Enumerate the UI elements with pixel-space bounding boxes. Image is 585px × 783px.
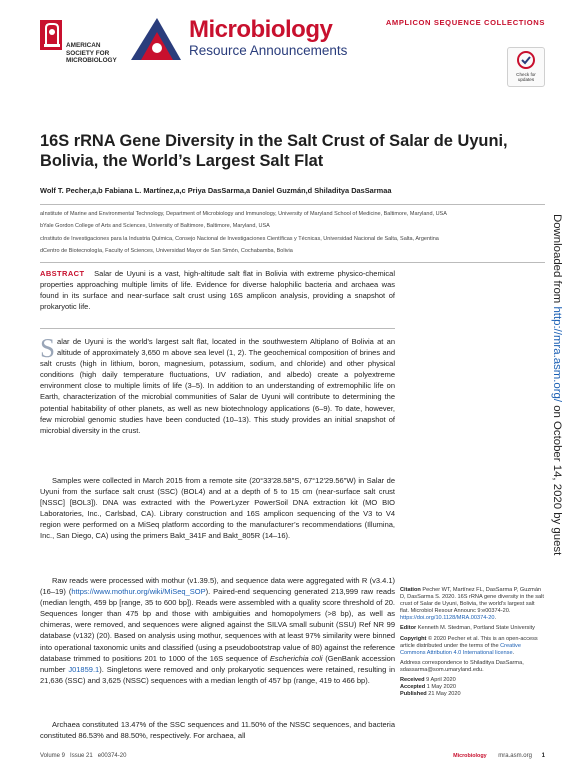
download-suffix: on October 14, 2020 by guest — [551, 402, 563, 556]
dropcap: S — [40, 333, 56, 363]
accepted-label: Accepted — [400, 684, 426, 691]
doi-link[interactable]: https://doi.org/10.1128/MRA.00374-20 — [400, 615, 495, 622]
editor-block — [400, 625, 545, 632]
received-date: 9 April 2020 — [426, 677, 456, 684]
asm-name — [66, 42, 117, 65]
copyright-block: Copyright © 2020 Pecher et al. This is an open-access article distributed under the terms of the Creative Commons Attribution 4.0 International license. — [400, 635, 538, 656]
affiliation: bYale Gordon College of Arts and Sciences, University of Baltimore, Baltimore, Maryland, USA — [40, 223, 270, 229]
paragraph-text: ). Singletons were removed and only prokaryotic sequences were retained, resulting in 21,636 (SSC) and 3,625 (NSSC) sequences with a median length of 457 bp (range, 419 to 466 bp). — [40, 664, 396, 685]
download-link[interactable]: http://mra.asm.org/ — [551, 306, 563, 403]
footer-volume-info — [40, 753, 126, 759]
license-link[interactable]: Creative Commons Attribution 4.0 International license — [400, 642, 521, 656]
journal-emblem-icon — [127, 14, 185, 64]
journal-logo — [127, 14, 362, 64]
asm-emblem-icon — [38, 14, 68, 74]
check-updates-icon — [508, 48, 544, 72]
body-paragraph — [40, 333, 395, 436]
accepted-date: 1 May 2020 — [426, 684, 456, 691]
abstract-label: ABSTRACT — [40, 269, 85, 278]
footer-article-id: e00374-20 — [97, 753, 127, 759]
journal-title: Microbiology — [189, 16, 333, 43]
received-label: Received — [400, 677, 425, 684]
check-updates-label: Check for updates — [516, 72, 536, 83]
article-title: 16S rRNA Gene Diversity in the Salt Crust of Salar de Uyuni, Bolivia, the World’s Largest Salt Flat — [40, 132, 508, 170]
affiliation: aInstitute of Marine and Environmental Technology, Department of Microbiology and Immunology, University of Maryland School of Medicine, Baltimore, Maryland, USA — [40, 211, 447, 217]
copyright-label: Copyright — [400, 635, 427, 642]
editor-text: Kenneth M. Stedman, Portland State University — [417, 625, 535, 632]
asm-line: AMERICAN — [66, 42, 101, 49]
journal-subtitle: Resource Announcements — [189, 43, 348, 58]
dates-block — [400, 677, 545, 698]
abstract — [40, 268, 395, 312]
paragraph-text: alar de Uyuni is the world’s largest salt flat, located in the southwestern Altiplano of Bolivia at an altitude of approximately 3,650 m above sea level (1, 2). The geochemical composition of brines and salt crusts (high in lithium, boron, magnesium, potassium, sodium, and chloride) and other physical conditions (high daily temperature fluctuations, UV radiation, and albedo) create a polyextreme environment close to multiple limits of life (3–5). In addition to an understanding of extremophilic life on Earth, characterization of the microbial communities of Salar de Uyuni will contribute to determining the potential habitability of other planets, as well as new biotechnology applications (6–9). To date, however, few microbial genomic studies have been conducted (10–13). This study provides an initial snapshot of microbial diversity in the crust. — [40, 337, 395, 435]
divider — [40, 204, 545, 205]
footer-issue: Issue 21 — [70, 753, 93, 759]
footer-volume: Volume 9 — [40, 753, 66, 759]
correspondence: Address correspondence to Shiladitya DasSarma, sdassarma@som.umaryland.edu. — [400, 659, 524, 673]
footer-site[interactable]: mra.asm.org — [498, 753, 532, 759]
body-paragraph: Archaea constituted 13.47% of the SSC sequences and 11.50% of the NSSC sequences, and bacteria constituted 86.53% and 88.50%, respectively. For archaea, all — [40, 720, 395, 741]
body-paragraph: Samples were collected in March 2015 from a remote site (20°33′28.58″S, 67°12′29.56″W) in Salar de Uyuni from the surface salt crust (SSC) (BOL4) and at a depth of 5 to 15 cm (near-surface salt crust [NSSC] [BOL3]). DNA was extracted with the PowerLyzer PowerSoil DNA extraction kit (MO BIO Laboratories, Inc., Carlsbad, CA). Library construction and 16S amplicon sequencing of the V3 to V4 region were performed on a MiSeq platform according to the manufacturer’s recommendations (Illumina, Inc., San Diego, CA) using the primers Bakt_341F and Bakt_805R (14–16). — [40, 476, 395, 541]
copyright-text: © 2020 Pecher et al. This is an open-access article distributed under the terms of the — [400, 635, 538, 649]
affiliation: cInstituto de Investigaciones para la Industria Química, Consejo Nacional de Investigaciones Científicas y Técnicas, Universidad Nacional de Salta, Salta, Argentina — [40, 236, 439, 242]
published-label: Published — [400, 691, 427, 698]
author-list: Wolf T. Pecher,a,b Fabiana L. Martínez,a,c Priya DasSarma,a Daniel Guzmán,d Shiladitya DasSarmaa — [40, 186, 392, 195]
article-info-sidebar — [400, 587, 545, 698]
paragraph-text: (GenBank accession number — [40, 653, 396, 674]
asm-line: MICROBIOLOGY — [66, 57, 117, 65]
published-date: 21 May 2020 — [428, 691, 461, 698]
download-prefix: Downloaded from — [551, 214, 563, 307]
citation-label: Citation — [400, 587, 421, 593]
divider — [40, 328, 395, 329]
citation-text: Pecher WT, Martínez FL, DasSarma P, Guzmán D, DasSarma S. 2020. 16S rRNA gene diversity in the salt crust of Salar de Uyuni, Bolivia, the world’s largest salt flat. Microbiol Resour Announc 9:e00374-20. — [400, 587, 544, 615]
section-label: AMPLICON SEQUENCE COLLECTIONS — [385, 18, 545, 27]
citation-block: Citation Pecher WT, Martínez FL, DasSarma P, Guzmán D, DasSarma S. 2020. 16S rRNA gene diversity in the salt crust of Salar de Uyuni, Bolivia, the world’s largest salt flat. Microbiol Resour Announc 9:e00374-20. https://doi.org/10.1128/MRA.00374-20. — [400, 587, 544, 622]
paragraph-text: Raw reads were processed with mothur (v1.39.5), and sequence data were aggregated with R (v3.4.1) (16–19) ( — [40, 576, 395, 597]
asm-logo — [38, 14, 116, 76]
species-name: Escherichia coli — [269, 653, 323, 663]
divider — [40, 262, 545, 263]
footer-journal-logo: Microbiology — [453, 753, 487, 759]
genbank-link[interactable]: J01859.1 — [68, 664, 100, 674]
affiliation: dCentro de Biotecnología, Faculty of Sciences, Universidad Mayor de San Simón, Cochabamba, Bolivia — [40, 248, 293, 254]
check-updates-button[interactable] — [507, 47, 545, 87]
body-paragraph — [40, 575, 395, 686]
asm-line: SOCIETY FOR — [66, 49, 110, 57]
download-watermark — [547, 214, 563, 574]
abstract-text: Salar de Uyuni is a vast, high-altitude salt flat in Bolivia with extreme physico-chemical properties approaching multiple limits of life. Evidence for diverse halophilic bacteria and archaea was found in its surface and near-surface salt crust using 16S amplicon analysis, providing a snapshot of prokaryotic life. — [40, 269, 395, 311]
page-number: 1 — [541, 753, 545, 759]
editor-label: Editor — [400, 625, 417, 632]
paragraph-text: ). Paired-end sequencing generated 213,999 raw reads (median length, 459 bp [range, 35 to 600 bp]). Reads were assembled with a quality score threshold of 20. Sequences longer than 475 bp and those with ambiguities and homopolymers (>8 bp), as well as chimeras, were removed, and sequences were aligned against the SILVA small subunit (SSU) Ref NR 99 database (v132) (20). Based on analysis using mothur, sequences with at least 97% similarity were binned into operational taxonomic units and classified (using a pseudobootstrap value of 80) against the reference database trimmed to positions 201 to 1000 of the 16S sequence of — [40, 587, 395, 663]
footer-site-info — [453, 753, 545, 759]
mothur-link[interactable]: https://www.mothur.org/wiki/MiSeq_SOP — [71, 587, 206, 597]
